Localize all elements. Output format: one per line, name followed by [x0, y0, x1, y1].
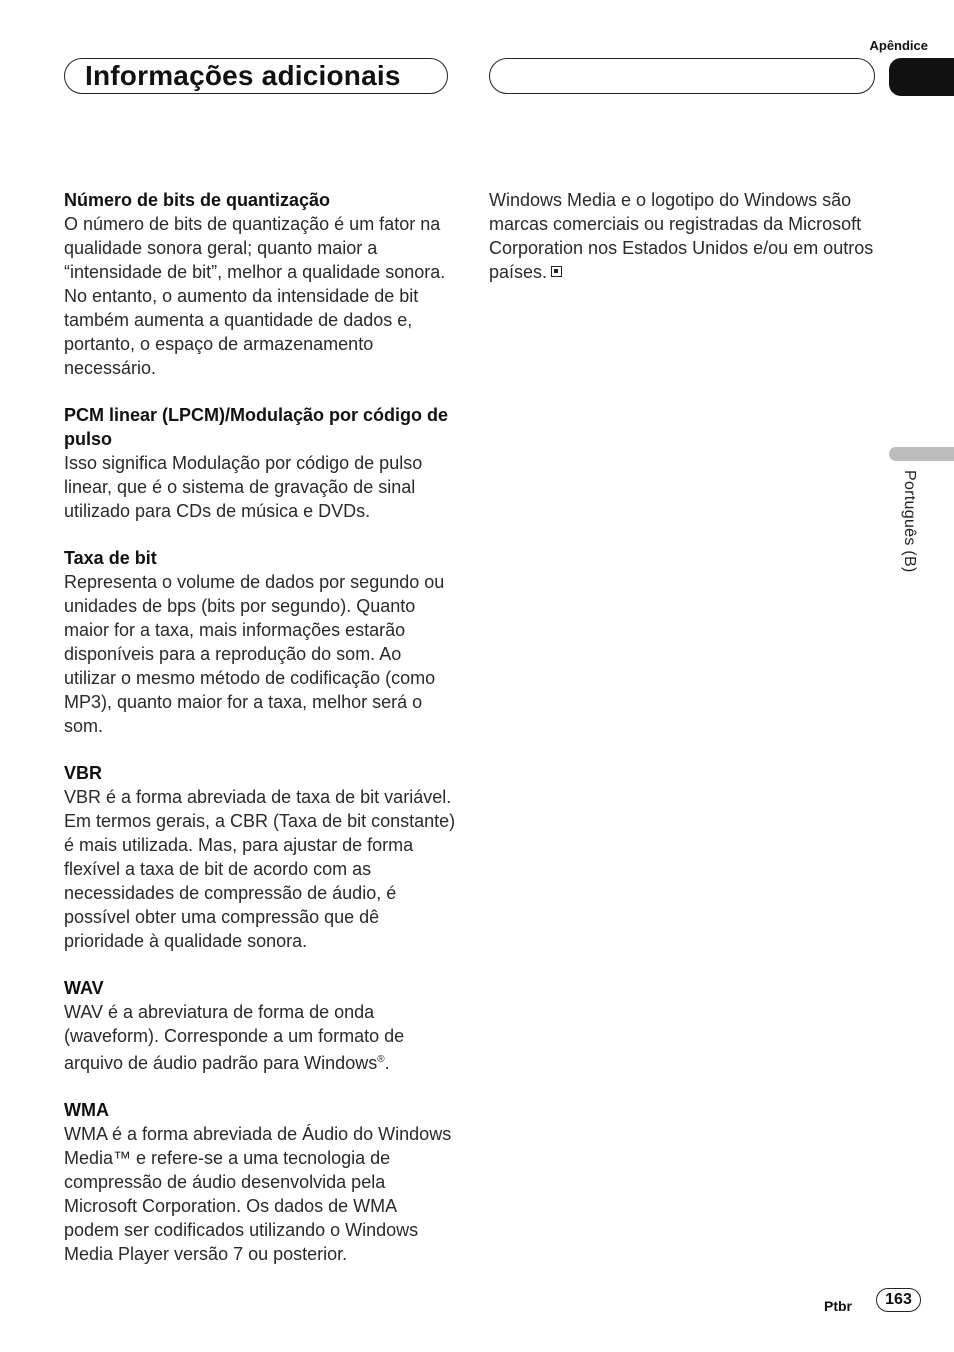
entry-body [64, 1000, 456, 1075]
entry-vbr [64, 761, 456, 953]
section-label: Apêndice [869, 38, 928, 53]
entry-heading: WMA [64, 1100, 109, 1120]
entry-body: Isso significa Modulação por código de pulso linear, que é o sistema de gravação de sinal utilizado para CDs de música e DVDs. [64, 453, 423, 521]
entry-heading: Número de bits de quantização [64, 190, 331, 210]
footer-language-code: Ptbr [824, 1298, 852, 1314]
entry-body-end: . [384, 1053, 390, 1073]
left-column [64, 188, 456, 1289]
entry-body-text: WAV é a abreviatura de forma de onda (waveform). Corresponde a um formato de arquivo de áudio padrão para Windows [64, 1002, 405, 1073]
entry-body: O número de bits de quantização é um fator na qualidade sonora geral; quanto maior a “intensidade de bit”, melhor a qualidade sonora. No entanto, o aumento da intensidade de bit também aumenta a quantidade de dados e, portanto, o espaço de armazenamento necessário. [64, 214, 446, 378]
entry-body: VBR é a forma abreviada de taxa de bit variável. Em termos gerais, a CBR (Taxa de bit constante) é mais utilizada. Mas, para ajustar de forma flexível a taxa de bit de acordo com as necessidades de compressão de áudio, é possível obter uma compressão que dê prioridade à qualidade sonora. [64, 787, 456, 951]
page-title: Informações adicionais [85, 60, 401, 91]
page-number: 163 [876, 1288, 921, 1312]
entry-wma [64, 1098, 456, 1266]
header-blank-box [489, 58, 875, 94]
entry-bit-rate [64, 546, 456, 738]
entry-heading: WAV [64, 978, 104, 998]
entry-quantization-bits [64, 188, 456, 380]
page-title-box [64, 58, 448, 94]
entry-trademark-note [489, 188, 881, 284]
language-side-tab [889, 447, 954, 461]
end-of-section-icon [551, 266, 562, 277]
registered-mark: ® [377, 1054, 385, 1065]
entry-body: Representa o volume de dados por segundo ou unidades de bps (bits por segundo). Quanto maior for a taxa, mais informações estarão disponíveis para a reprodução do som. Ao utilizar o mesmo método de codificação (como MP3), quanto maior for a taxa, melhor será o som. [64, 572, 445, 736]
header-black-tab [889, 58, 954, 96]
entry-lpcm [64, 403, 456, 523]
entry-heading: PCM linear (LPCM)/Modulação por código de pulso [64, 405, 449, 449]
entry-body [489, 188, 881, 284]
right-column [489, 188, 881, 307]
entry-wav [64, 976, 456, 1075]
side-language-label: Português (B) [901, 470, 918, 573]
entry-heading: Taxa de bit [64, 548, 157, 568]
trademark-text: Windows Media e o logotipo do Windows são marcas comerciais ou registradas da Microsoft Corporation nos Estados Unidos e/ou em outros países. [489, 190, 874, 282]
entry-body: WMA é a forma abreviada de Áudio do Windows Media™ e refere-se a uma tecnologia de compressão de áudio desenvolvida pela Microsoft Corporation. Os dados de WMA podem ser codificados utilizando o Windows Media Player versão 7 ou posterior. [64, 1124, 452, 1264]
entry-heading: VBR [64, 763, 103, 783]
